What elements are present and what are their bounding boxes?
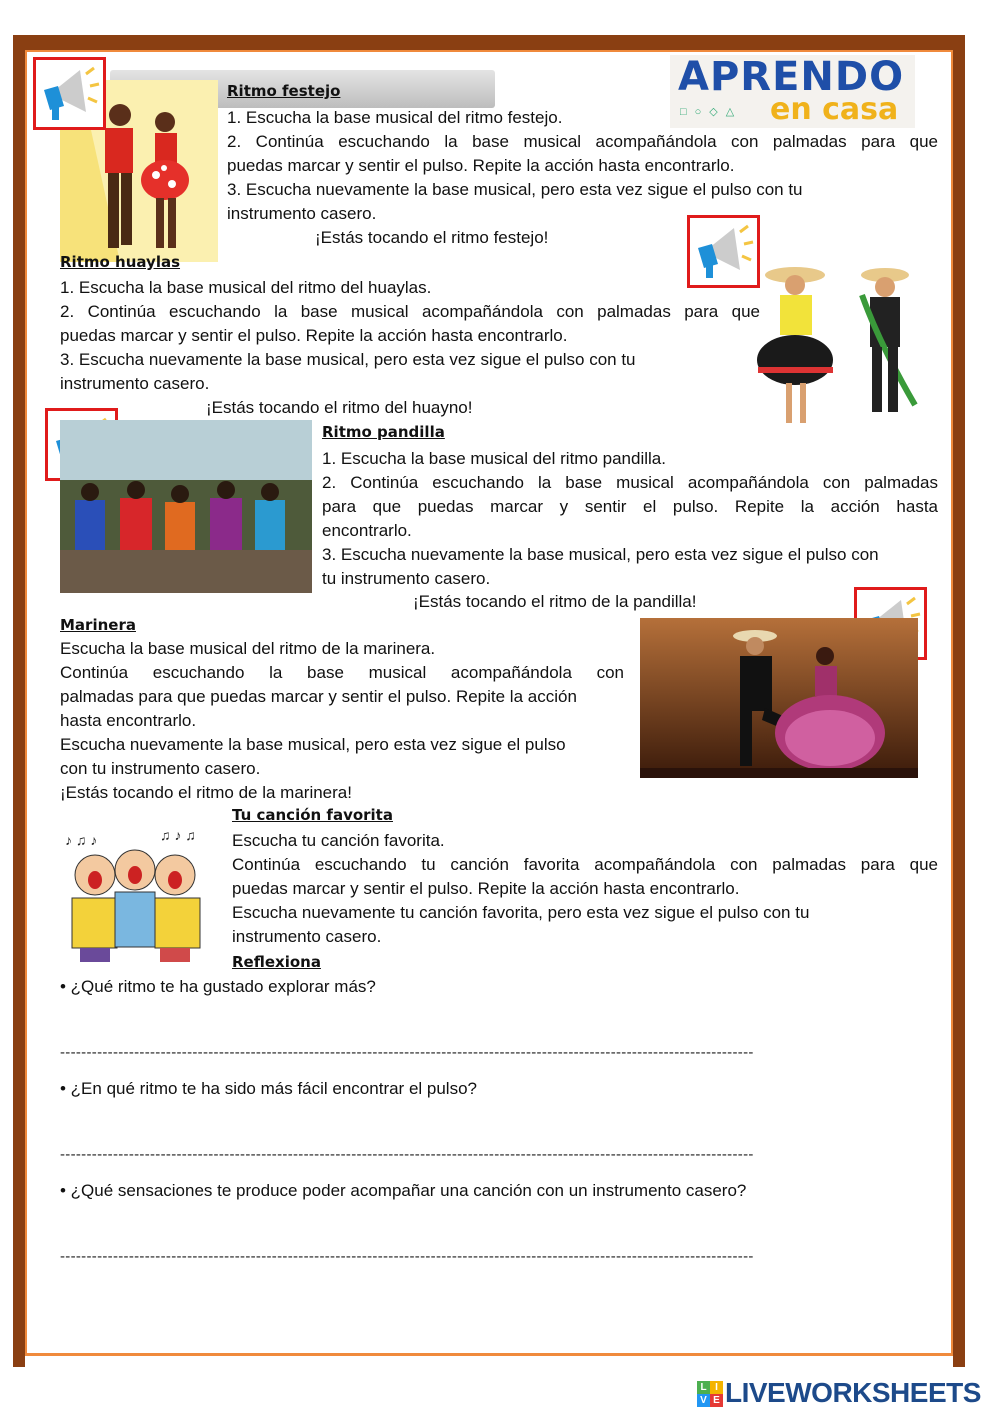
huaylas-closing: ¡Estás tocando el ritmo del huayno!: [206, 398, 473, 417]
festejo-closing: ¡Estás tocando el ritmo festejo!: [315, 228, 549, 247]
text-line: puedas marcar y sentir el pulso. Repite la acción hasta encontrarlo.: [232, 879, 740, 898]
logo-line1: APRENDO: [678, 54, 905, 100]
pandilla-closing: ¡Estás tocando el ritmo de la pandilla!: [413, 592, 697, 611]
text-line: puedas marcar y sentir el pulso. Repite la acción hasta encontrarlo.: [60, 326, 568, 345]
svg-text:♫ ♪ ♫: ♫ ♪ ♫: [160, 827, 196, 843]
heading-cancion-favorita: Tu canción favorita: [232, 806, 393, 824]
text-line: Escucha nuevamente la base musical, pero esta vez sigue el pulso: [60, 735, 566, 754]
logo-shapes: □○◇△: [680, 106, 743, 118]
text-line: 2. Continúa escuchando la base musical acompañándola con palmadas para que: [227, 132, 938, 151]
pandilla-photo: [60, 420, 312, 593]
question-3: • ¿Qué sensaciones te produce poder acompañar una canción con un instrumento casero?: [60, 1181, 747, 1200]
text-line: con tu instrumento casero.: [60, 759, 261, 778]
text-line: ¡Estás tocando el ritmo de la marinera!: [60, 783, 352, 802]
text-line: instrumento casero.: [232, 927, 382, 946]
text-line: 3. Escucha nuevamente la base musical, pero esta vez sigue el pulso con tu: [227, 180, 803, 199]
text-line: 3. Escucha nuevamente la base musical, pero esta vez sigue el pulso con: [322, 545, 879, 564]
audio-play-button-festejo[interactable]: [33, 57, 106, 130]
text-line: para que puedas marcar y sentir el pulso. Repite la acción hasta: [322, 497, 938, 516]
frame-border-top: [13, 35, 965, 50]
singing-children-image: [60, 820, 215, 965]
inner-line-bottom: [25, 1353, 953, 1356]
text-line: encontrarlo.: [322, 521, 412, 540]
frame-border-left: [13, 35, 25, 1367]
heading-festejo: Ritmo festejo: [227, 82, 341, 100]
question-1: • ¿Qué ritmo te ha gustado explorar más?: [60, 977, 376, 996]
text-line: puedas marcar y sentir el pulso. Repite la acción hasta encontrarlo.: [227, 156, 735, 175]
text-line: 1. Escucha la base musical del ritmo festejo.: [227, 108, 563, 127]
inner-line-top: [25, 50, 953, 52]
frame-border-right: [953, 35, 965, 1367]
text-line: hasta encontrarlo.: [60, 711, 197, 730]
festejo-instructions: [227, 106, 938, 226]
marinera-instructions: [60, 637, 624, 805]
megaphone-icon: [690, 218, 757, 285]
text-line: tu instrumento casero.: [322, 569, 491, 588]
text-line: 1. Escucha la base musical del ritmo pandilla.: [322, 449, 666, 468]
inner-line-left: [25, 50, 27, 1355]
heading-reflexiona: Reflexiona: [232, 953, 321, 971]
pandilla-instructions: [322, 447, 938, 591]
heading-huaylas: Ritmo huaylas: [60, 253, 181, 271]
text-line: palmadas para que puedas marcar y sentir el pulso. Repite la acción: [60, 687, 577, 706]
text-line: instrumento casero.: [60, 374, 210, 393]
text-line: 1. Escucha la base musical del ritmo del huaylas.: [60, 278, 432, 297]
badge-letter: E: [710, 1394, 723, 1407]
text-line: 2. Continúa escuchando la base musical acompañándola con palmadas: [322, 473, 938, 492]
text-line: Escucha tu canción favorita.: [232, 831, 445, 850]
answer-line-3[interactable]: -----------------------------------------------------------------------------------------------------------------------------------: [60, 1248, 754, 1265]
megaphone-icon: [36, 60, 103, 127]
svg-text:♪ ♫ ♪: ♪ ♫ ♪: [65, 832, 98, 848]
text-line: 3. Escucha nuevamente la base musical, pero esta vez sigue el pulso con tu: [60, 350, 636, 369]
answer-line-1[interactable]: -----------------------------------------------------------------------------------------------------------------------------------: [60, 1044, 754, 1061]
logo-line2: en casa: [770, 92, 899, 127]
text-line: 2. Continúa escuchando la base musical acompañándola con palmadas para que: [60, 302, 760, 321]
text-line: Continúa escuchando la base musical acompañándola con: [60, 663, 624, 682]
text-line: Continúa escuchando tu canción favorita acompañándola con palmadas para que: [232, 855, 938, 874]
text-line: instrumento casero.: [227, 204, 377, 223]
liveworksheets-logo: LIVEWORKSHEETS: [725, 1377, 981, 1408]
inner-line-right: [951, 50, 953, 1355]
badge-letter: L: [697, 1381, 710, 1394]
answer-line-2[interactable]: -----------------------------------------------------------------------------------------------------------------------------------: [60, 1146, 754, 1163]
marinera-photo: [640, 618, 918, 778]
text-line: Escucha nuevamente tu canción favorita, pero esta vez sigue el pulso con tu: [232, 903, 810, 922]
badge-letter: V: [697, 1394, 710, 1407]
text-line: Escucha la base musical del ritmo de la marinera.: [60, 639, 436, 658]
question-2: • ¿En qué ritmo te ha sido más fácil encontrar el pulso?: [60, 1079, 477, 1098]
heading-marinera: Marinera: [60, 616, 136, 634]
huaylas-dancers-image: [750, 255, 935, 430]
liveworksheets-badge: [697, 1381, 723, 1407]
favorita-instructions: [232, 829, 938, 949]
huaylas-instructions: [60, 276, 760, 396]
heading-pandilla: Ritmo pandilla: [322, 423, 445, 441]
badge-letter: I: [710, 1381, 723, 1394]
